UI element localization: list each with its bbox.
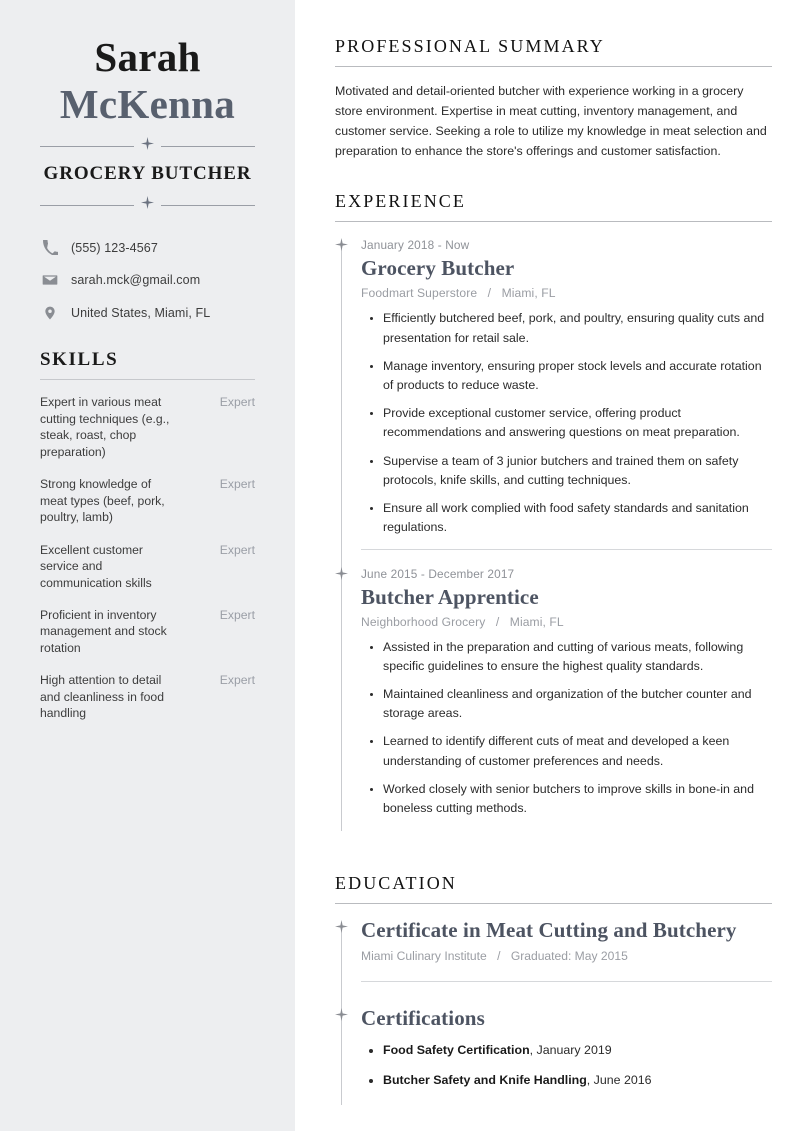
skill-name: Expert in various meat cutting techniques (e.g., steak, roast, chop preparation): [40, 395, 170, 459]
section-professional-summary: [335, 36, 772, 161]
experience-date: January 2018 - Now: [361, 238, 470, 253]
last-name: McKenna: [59, 81, 236, 128]
contact-location: [40, 305, 255, 321]
meta-separator: /: [497, 949, 501, 964]
education-graduated: Graduated: May 2015: [510, 949, 628, 964]
skills-heading-rule: [40, 379, 255, 380]
experience-bullets: [361, 309, 772, 537]
phone-icon: [40, 240, 60, 255]
experience-location: Miami, FL: [509, 614, 564, 629]
summary-heading-rule: [335, 66, 772, 67]
experience-company: Neighborhood Grocery: [361, 614, 486, 629]
skill-level: Expert: [219, 542, 255, 557]
skill-level: Expert: [219, 673, 255, 688]
skill-item: [40, 607, 255, 656]
experience-company-line: [361, 615, 772, 629]
envelope-icon: [40, 272, 60, 288]
four-point-star-icon: [335, 1008, 348, 1021]
headline: GROCERY BUTCHER: [43, 163, 252, 185]
bullet-item: • Learned to identify different cuts of meat and developed a keen understanding of customer preferences and needs.: [383, 732, 772, 770]
experience-entry: [361, 238, 772, 566]
education-heading: EDUCATION: [335, 873, 457, 894]
skills-list: [40, 394, 255, 722]
education-timeline: [335, 918, 772, 1104]
location-value: United States, Miami, FL: [71, 306, 211, 321]
four-point-star-icon: [335, 238, 348, 251]
contact-email: [40, 272, 255, 288]
bullet-item: • Provide exceptional customer service, offering product recommendations and answering questions on meat preparation.: [383, 404, 772, 442]
experience-entry-divider: [361, 549, 772, 550]
bullet-item: • Assisted in the preparation and cutting of various meats, following specific guidelines to ensure the highest quality standards.: [383, 638, 772, 676]
summary-heading: PROFESSIONAL SUMMARY: [335, 36, 605, 56]
skill-level: Expert: [219, 607, 255, 622]
skill-level: Expert: [219, 395, 255, 410]
skill-level: Expert: [219, 477, 255, 492]
experience-job-title: Grocery Butcher: [361, 256, 515, 281]
certification-name: Food Safety Certification: [383, 1043, 530, 1058]
experience-company: Foodmart Superstore: [361, 286, 478, 301]
education-school: Miami Culinary Institute: [361, 949, 487, 964]
education-meta-line: [361, 949, 772, 963]
bullet-item: • Manage inventory, ensuring proper stock levels and accurate rotation of products to reduce waste.: [383, 357, 772, 395]
name-block: [40, 34, 255, 214]
experience-heading-rule: [335, 221, 772, 222]
education-degree: Certificate in Meat Cutting and Butchery: [361, 918, 737, 943]
section-experience: [335, 191, 772, 831]
skill-item: [40, 672, 255, 721]
experience-job-title: Butcher Apprentice: [361, 584, 539, 609]
skill-name: High attention to detail and cleanliness in food handling: [40, 673, 164, 721]
meta-separator: /: [495, 614, 500, 629]
certification-date: , January 2019: [529, 1043, 612, 1058]
sidebar: [0, 0, 295, 1131]
education-heading-rule: [335, 903, 772, 904]
skill-item: [40, 542, 255, 591]
skill-item: [40, 476, 255, 525]
skill-item: [40, 394, 255, 460]
divider-line-right: [161, 205, 255, 206]
divider-line-left: [40, 205, 134, 206]
contact-phone: [40, 240, 255, 255]
skill-name: Proficient in inventory management and stock rotation: [40, 607, 167, 655]
skills-heading: SKILLS: [40, 349, 119, 371]
certifications-list: [361, 1041, 772, 1089]
skill-name: Strong knowledge of meat types (beef, pork, poultry, lamb): [40, 477, 165, 525]
location-pin-icon: [40, 305, 60, 321]
experience-entry: [361, 567, 772, 832]
experience-timeline: [335, 238, 772, 831]
certification-name: Butcher Safety and Knife Handling: [383, 1072, 587, 1087]
certifications-entry: [361, 1006, 772, 1104]
bullet-item: • Supervise a team of 3 junior butchers and trained them on safety protocols, knife skills, and cutting techniques.: [383, 452, 772, 490]
summary-text: Motivated and detail-oriented butcher with experience working in a grocery store environment. Expertise in meat cutting, inventory management, and customer service. Seeking a role to utilize my knowledge in meat selection and preparation to enhance the store's offerings and customer satisfaction.: [335, 84, 767, 159]
bullet-item: • Efficiently butchered beef, pork, and poultry, ensuring quality cuts and presentation for retail sale.: [383, 309, 772, 347]
certification-date: , June 2016: [586, 1072, 652, 1087]
experience-heading: EXPERIENCE: [335, 191, 466, 212]
four-point-star-icon: [335, 567, 348, 580]
bullet-item: • Worked closely with senior butchers to improve skills in bone-in and boneless cutting methods.: [383, 780, 772, 818]
divider-bottom: [40, 196, 255, 214]
experience-date: June 2015 - December 2017: [361, 566, 515, 581]
meta-separator: /: [487, 286, 492, 301]
four-point-star-icon: [141, 137, 154, 155]
phone-value: (555) 123-4567: [71, 240, 158, 255]
certifications-title: Certifications: [361, 1006, 485, 1031]
experience-bullets: [361, 638, 772, 819]
bullet-item: • Maintained cleanliness and organization of the butcher counter and storage areas.: [383, 685, 772, 723]
first-name: Sarah: [94, 34, 201, 80]
certification-item: [383, 1071, 772, 1090]
four-point-star-icon: [335, 920, 348, 933]
contact-list: [40, 240, 255, 321]
email-value: sarah.mck@gmail.com: [71, 273, 201, 288]
divider-line-right: [161, 146, 255, 147]
experience-company-line: [361, 286, 772, 300]
education-entry-divider: [361, 981, 772, 982]
experience-location: Miami, FL: [501, 286, 556, 301]
certification-item: [383, 1041, 772, 1060]
education-entry: [361, 918, 772, 1006]
bullet-item: • Ensure all work complied with food safety standards and sanitation regulations.: [383, 499, 772, 537]
four-point-star-icon: [141, 196, 154, 214]
main-content: [295, 0, 800, 1131]
divider-line-left: [40, 146, 134, 147]
section-education: [335, 873, 772, 1104]
divider-top: [40, 137, 255, 155]
skill-name: Excellent customer service and communication skills: [40, 542, 152, 590]
